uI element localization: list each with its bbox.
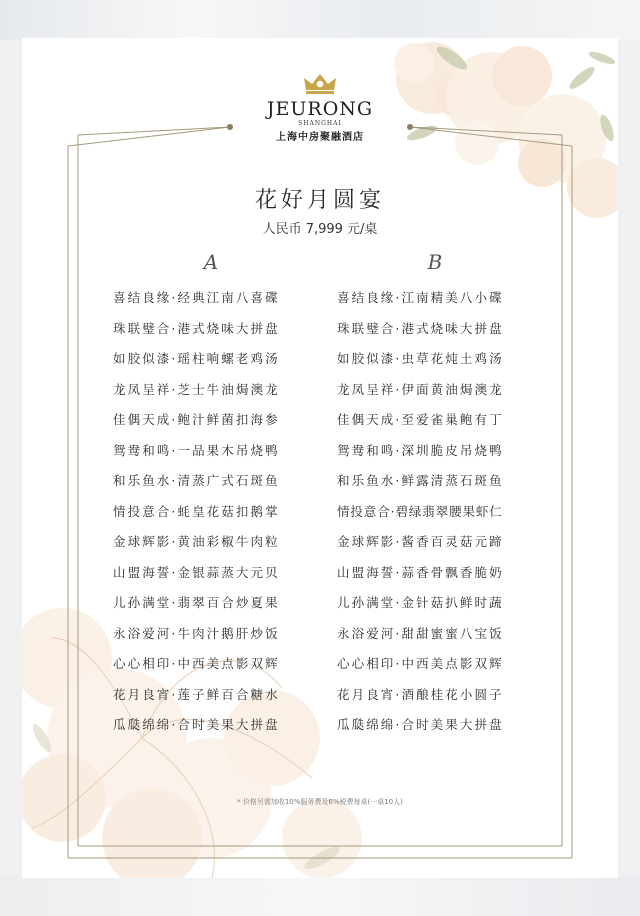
- menu-item: 如胶似漆·瑶柱响螺老鸡汤: [113, 351, 280, 366]
- column-a-label: A: [203, 250, 219, 274]
- menu-item: 情投意合·碧绿翡翠腰果虾仁: [337, 503, 503, 519]
- menu-item: 金球辉影·酱香百灵菇元蹄: [337, 534, 504, 549]
- menu-item: 心心相印·中西美点影双辉: [113, 656, 280, 671]
- price-footnote: * 价格另需加收10%服务费及6%税费每桌(一桌10人): [237, 798, 403, 806]
- menu-item: 瓜瓞绵绵·合时美果大拼盘: [113, 717, 280, 732]
- background-bottom: [0, 876, 640, 916]
- menu-item: 和乐鱼水·清蒸广式石斑鱼: [113, 473, 280, 488]
- menu-column-b: [337, 287, 504, 745]
- menu-item: 永浴爱河·牛肉汁鹅肝炒饭: [113, 625, 280, 641]
- menu-item: 山盟海誓·蒜香骨飘香脆奶: [337, 564, 504, 580]
- menu-item: 鸳鸯和鸣·深圳脆皮吊烧鸭: [337, 442, 504, 458]
- menu-item: 情投意合·蚝皇花菇扣鹅掌: [113, 503, 280, 519]
- menu-item: 珠联璧合·港式烧味大拼盘: [113, 320, 280, 336]
- menu-item: 佳偶天成·鲍汁鲜菌扣海参: [113, 412, 280, 427]
- menu-item: 龙凤呈祥·芝士牛油焗澳龙: [113, 381, 280, 397]
- menu-item: 永浴爱河·甜甜蜜蜜八宝饭: [337, 625, 504, 641]
- menu-price: 人民币 7,999 元/桌: [262, 222, 378, 237]
- hotel-city: SHANGHAI: [298, 120, 342, 127]
- menu-item: 金球辉影·黄油彩椒牛肉粒: [113, 534, 280, 549]
- menu-item: 儿孙满堂·金针菇扒鲜时蔬: [337, 595, 504, 610]
- menu-item: 儿孙满堂·翡翠百合炒夏果: [113, 595, 280, 610]
- background-top: [0, 0, 640, 40]
- menu-item: 瓜瓞绵绵·合时美果大拼盘: [337, 717, 504, 732]
- menu-item: 如胶似漆·虫草花炖土鸡汤: [337, 351, 504, 366]
- column-b-label: B: [427, 250, 443, 274]
- menu-item: 喜结良缘·经典江南八喜碟: [113, 290, 280, 305]
- menu-title: 花好月圆宴: [254, 188, 385, 213]
- menu-item: 花月良宵·酒酿桂花小圆子: [337, 686, 504, 702]
- menu-item: 佳偶天成·至爱雀巢鲍有丁: [337, 412, 504, 427]
- menu-item: 花月良宵·莲子鲜百合糖水: [113, 686, 280, 702]
- floral-decoration: [22, 38, 618, 878]
- menu-item: 龙凤呈祥·伊面黄油焗澳龙: [337, 381, 504, 397]
- crown-icon: [300, 70, 340, 96]
- hotel-logo: [255, 70, 385, 143]
- menu-item: 和乐鱼水·鲜露清蒸石斑鱼: [337, 473, 504, 488]
- menu-item: 心心相印·中西美点影双辉: [337, 656, 504, 671]
- menu-item: 山盟海誓·金银蒜蒸大元贝: [113, 564, 280, 580]
- hotel-name: JEURONG: [266, 98, 374, 120]
- menu-item: 喜结良缘·江南精美八小碟: [337, 290, 504, 305]
- menu-item: 鸳鸯和鸣·一品果木吊烧鸭: [113, 442, 280, 458]
- menu-card: [22, 38, 618, 878]
- menu-column-a: [113, 287, 280, 745]
- hotel-chinese-name: 上海中房聚融酒店: [276, 132, 364, 143]
- menu-item: 珠联璧合·港式烧味大拼盘: [337, 320, 504, 336]
